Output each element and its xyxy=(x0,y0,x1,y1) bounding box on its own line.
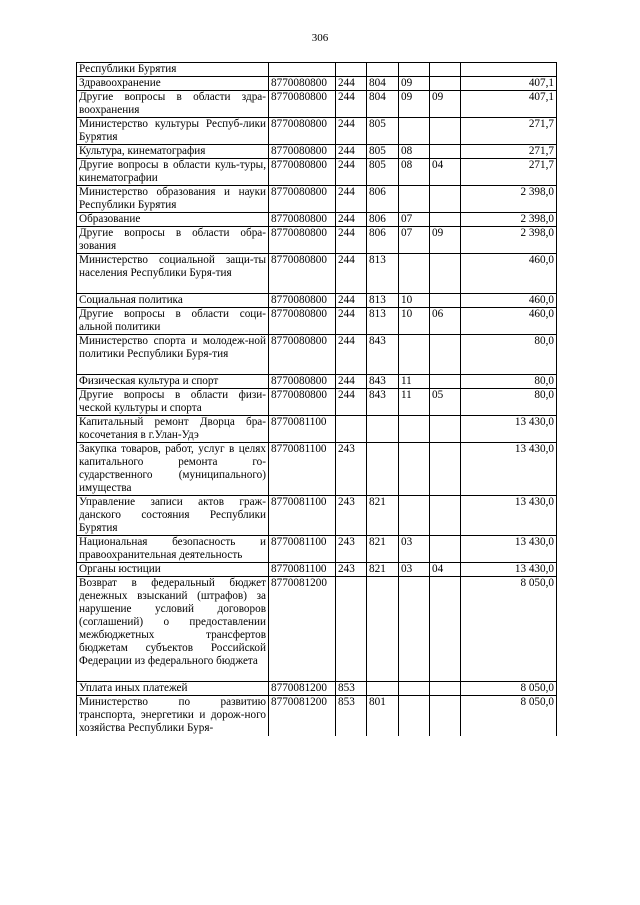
table-row xyxy=(77,91,557,118)
row-amount: 2 398,0 xyxy=(461,213,557,227)
table-row xyxy=(77,696,557,736)
row-name: Другие вопросы в области обра-зования xyxy=(77,227,269,254)
target-article-code: 8770081200 xyxy=(269,696,336,736)
subsection-code xyxy=(430,416,461,443)
section-code: 08 xyxy=(399,159,430,186)
target-article-code: 8770080800 xyxy=(269,294,336,308)
section-code xyxy=(399,496,430,536)
row-name: Министерство по развитию транспорта, энергетики и дорож-ного хозяйства Республики Буря- xyxy=(77,696,269,736)
target-article-code: 8770081200 xyxy=(269,682,336,696)
subsection-code xyxy=(430,443,461,496)
subsection-code xyxy=(430,118,461,145)
row-amount: 13 430,0 xyxy=(461,443,557,496)
target-article-code: 8770080800 xyxy=(269,227,336,254)
section-code: 10 xyxy=(399,308,430,335)
table-row xyxy=(77,375,557,389)
section-code: 09 xyxy=(399,91,430,118)
ministry-code xyxy=(367,443,399,496)
ministry-code: 805 xyxy=(367,118,399,145)
ministry-code: 806 xyxy=(367,227,399,254)
table-row xyxy=(77,536,557,563)
section-code: 09 xyxy=(399,77,430,91)
subsection-code xyxy=(430,294,461,308)
section-code: 11 xyxy=(399,389,430,416)
section-code: 10 xyxy=(399,294,430,308)
expense-type-code: 243 xyxy=(336,443,367,496)
expense-type-code: 853 xyxy=(336,682,367,696)
section-code xyxy=(399,682,430,696)
table-body xyxy=(77,63,557,736)
table-row xyxy=(77,496,557,536)
ministry-code xyxy=(367,63,399,77)
subsection-code xyxy=(430,577,461,682)
ministry-code: 813 xyxy=(367,254,399,294)
subsection-code: 06 xyxy=(430,308,461,335)
row-amount: 8 050,0 xyxy=(461,682,557,696)
section-code xyxy=(399,696,430,736)
row-name: Управление записи актов граж-данского состояния Республики Бурятия xyxy=(77,496,269,536)
table-row xyxy=(77,77,557,91)
row-amount: 460,0 xyxy=(461,254,557,294)
expense-type-code: 244 xyxy=(336,77,367,91)
ministry-code xyxy=(367,577,399,682)
budget-table xyxy=(76,62,557,736)
row-name: Закупка товаров, работ, услуг в целях капитального ремонта го-сударственного (муниципального) имущества xyxy=(77,443,269,496)
table-row xyxy=(77,416,557,443)
row-name: Другие вопросы в области соци-альной политики xyxy=(77,308,269,335)
ministry-code: 805 xyxy=(367,145,399,159)
row-name: Министерство культуры Респуб-лики Бурятия xyxy=(77,118,269,145)
expense-type-code: 244 xyxy=(336,118,367,145)
section-code xyxy=(399,577,430,682)
row-amount: 8 050,0 xyxy=(461,696,557,736)
row-name: Уплата иных платежей xyxy=(77,682,269,696)
ministry-code xyxy=(367,416,399,443)
expense-type-code xyxy=(336,63,367,77)
subsection-code: 04 xyxy=(430,563,461,577)
subsection-code xyxy=(430,145,461,159)
ministry-code: 806 xyxy=(367,186,399,213)
target-article-code: 8770080800 xyxy=(269,118,336,145)
row-name: Министерство образования и науки Республики Бурятия xyxy=(77,186,269,213)
subsection-code: 05 xyxy=(430,389,461,416)
subsection-code: 09 xyxy=(430,227,461,254)
target-article-code: 8770080800 xyxy=(269,186,336,213)
ministry-code: 821 xyxy=(367,536,399,563)
section-code xyxy=(399,416,430,443)
ministry-code: 813 xyxy=(367,294,399,308)
row-name: Культура, кинематография xyxy=(77,145,269,159)
row-name: Национальная безопасность и правоохранительная деятельность xyxy=(77,536,269,563)
target-article-code: 8770080800 xyxy=(269,159,336,186)
table-row xyxy=(77,577,557,682)
page-number: 306 xyxy=(311,32,329,44)
section-code xyxy=(399,63,430,77)
target-article-code: 8770081100 xyxy=(269,496,336,536)
row-name: Социальная политика xyxy=(77,294,269,308)
expense-type-code: 244 xyxy=(336,91,367,118)
subsection-code xyxy=(430,682,461,696)
section-code xyxy=(399,186,430,213)
table-row xyxy=(77,308,557,335)
section-code: 11 xyxy=(399,375,430,389)
expense-type-code: 244 xyxy=(336,335,367,375)
row-amount xyxy=(461,63,557,77)
row-amount: 2 398,0 xyxy=(461,227,557,254)
table-row xyxy=(77,159,557,186)
table-row xyxy=(77,63,557,77)
expense-type-code: 243 xyxy=(336,563,367,577)
row-amount: 8 050,0 xyxy=(461,577,557,682)
row-name: Капитальный ремонт Дворца бра-косочетания в г.Улан-Удэ xyxy=(77,416,269,443)
section-code xyxy=(399,254,430,294)
expense-type-code: 244 xyxy=(336,145,367,159)
expense-type-code: 244 xyxy=(336,308,367,335)
section-code: 08 xyxy=(399,145,430,159)
table-row xyxy=(77,186,557,213)
row-amount: 13 430,0 xyxy=(461,416,557,443)
subsection-code xyxy=(430,186,461,213)
table-row xyxy=(77,118,557,145)
row-name: Другие вопросы в области здра-воохранения xyxy=(77,91,269,118)
target-article-code: 8770080800 xyxy=(269,308,336,335)
subsection-code xyxy=(430,496,461,536)
target-article-code: 8770080800 xyxy=(269,375,336,389)
row-amount: 460,0 xyxy=(461,308,557,335)
section-code xyxy=(399,118,430,145)
ministry-code: 821 xyxy=(367,563,399,577)
ministry-code: 804 xyxy=(367,91,399,118)
expense-type-code: 244 xyxy=(336,294,367,308)
section-code: 07 xyxy=(399,227,430,254)
target-article-code: 8770081100 xyxy=(269,563,336,577)
target-article-code: 8770080800 xyxy=(269,77,336,91)
target-article-code: 8770081100 xyxy=(269,536,336,563)
expense-type-code: 244 xyxy=(336,213,367,227)
target-article-code: 8770080800 xyxy=(269,145,336,159)
subsection-code xyxy=(430,213,461,227)
row-name: Министерство социальной защи-ты населения Республики Буря-тия xyxy=(77,254,269,294)
ministry-code: 804 xyxy=(367,77,399,91)
expense-type-code xyxy=(336,577,367,682)
table-row xyxy=(77,335,557,375)
table-row xyxy=(77,682,557,696)
target-article-code: 8770080800 xyxy=(269,389,336,416)
row-name: Министерство спорта и молодеж-ной политики Республики Буря-тия xyxy=(77,335,269,375)
expense-type-code: 853 xyxy=(336,696,367,736)
subsection-code xyxy=(430,375,461,389)
target-article-code: 8770081100 xyxy=(269,443,336,496)
row-name: Здравоохранение xyxy=(77,77,269,91)
ministry-code: 801 xyxy=(367,696,399,736)
subsection-code xyxy=(430,63,461,77)
expense-type-code: 244 xyxy=(336,389,367,416)
table-row xyxy=(77,443,557,496)
subsection-code xyxy=(430,536,461,563)
subsection-code: 04 xyxy=(430,159,461,186)
target-article-code: 8770080800 xyxy=(269,91,336,118)
expense-type-code: 244 xyxy=(336,254,367,294)
row-amount: 271,7 xyxy=(461,159,557,186)
row-amount: 271,7 xyxy=(461,118,557,145)
ministry-code: 843 xyxy=(367,375,399,389)
ministry-code: 806 xyxy=(367,213,399,227)
row-amount: 407,1 xyxy=(461,77,557,91)
row-amount: 13 430,0 xyxy=(461,536,557,563)
target-article-code: 8770080800 xyxy=(269,335,336,375)
section-code xyxy=(399,335,430,375)
target-article-code: 8770081100 xyxy=(269,416,336,443)
row-amount: 2 398,0 xyxy=(461,186,557,213)
ministry-code: 813 xyxy=(367,308,399,335)
row-name: Органы юстиции xyxy=(77,563,269,577)
expense-type-code: 244 xyxy=(336,159,367,186)
row-amount: 407,1 xyxy=(461,91,557,118)
row-amount: 13 430,0 xyxy=(461,563,557,577)
table-row xyxy=(77,145,557,159)
row-amount: 80,0 xyxy=(461,389,557,416)
row-name: Республики Бурятия xyxy=(77,63,269,77)
row-amount: 80,0 xyxy=(461,335,557,375)
subsection-code xyxy=(430,254,461,294)
ministry-code: 843 xyxy=(367,335,399,375)
table-row xyxy=(77,294,557,308)
subsection-code xyxy=(430,77,461,91)
row-name: Образование xyxy=(77,213,269,227)
row-amount: 13 430,0 xyxy=(461,496,557,536)
expense-type-code: 243 xyxy=(336,536,367,563)
expense-type-code: 244 xyxy=(336,186,367,213)
table-row xyxy=(77,254,557,294)
expense-type-code: 244 xyxy=(336,227,367,254)
section-code xyxy=(399,443,430,496)
table-row xyxy=(77,227,557,254)
table-row xyxy=(77,213,557,227)
section-code: 07 xyxy=(399,213,430,227)
row-name: Физическая культура и спорт xyxy=(77,375,269,389)
target-article-code: 8770080800 xyxy=(269,254,336,294)
ministry-code: 805 xyxy=(367,159,399,186)
section-code: 03 xyxy=(399,563,430,577)
target-article-code: 8770081200 xyxy=(269,577,336,682)
row-name: Возврат в федеральный бюджет денежных взысканий (штрафов) за нарушение условий договоров (соглашений) о предоставлении межбюджетных трансфертов бюджетам субъектов Российской Федерации из федерального бюджета xyxy=(77,577,269,682)
ministry-code xyxy=(367,682,399,696)
subsection-code xyxy=(430,696,461,736)
subsection-code: 09 xyxy=(430,91,461,118)
row-amount: 80,0 xyxy=(461,375,557,389)
row-amount: 460,0 xyxy=(461,294,557,308)
expense-type-code xyxy=(336,416,367,443)
ministry-code: 843 xyxy=(367,389,399,416)
table-row xyxy=(77,389,557,416)
target-article-code xyxy=(269,63,336,77)
row-name: Другие вопросы в области физи-ческой культуры и спорта xyxy=(77,389,269,416)
row-amount: 271,7 xyxy=(461,145,557,159)
table-row xyxy=(77,563,557,577)
target-article-code: 8770080800 xyxy=(269,213,336,227)
ministry-code: 821 xyxy=(367,496,399,536)
expense-type-code: 243 xyxy=(336,496,367,536)
section-code: 03 xyxy=(399,536,430,563)
expense-type-code: 244 xyxy=(336,375,367,389)
row-name: Другие вопросы в области куль-туры, кинематографии xyxy=(77,159,269,186)
subsection-code xyxy=(430,335,461,375)
